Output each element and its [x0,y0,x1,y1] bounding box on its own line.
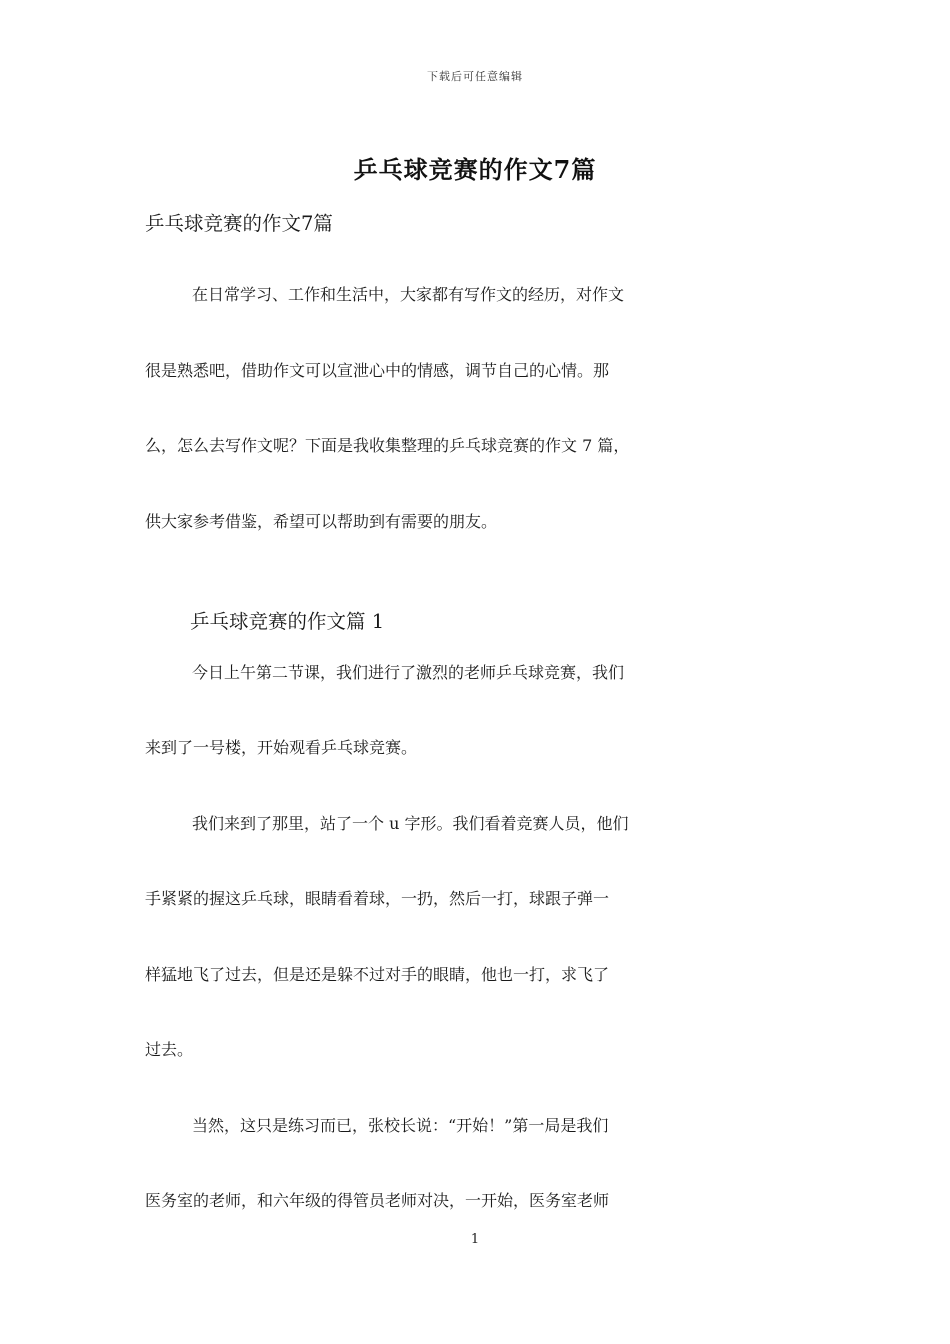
paragraph-line: 今日上午第二节课，我们进行了激烈的老师乒乓球竞赛，我们 [192,662,625,682]
paragraph-line: 过去。 [145,1040,194,1059]
body-paragraph [145,660,815,811]
body-paragraph [145,811,815,1113]
header-note: 下载后可任意编辑 [427,70,523,83]
intro-line: 么，怎么去写作文呢？下面是我收集整理的乒乓球竞赛的作文 7 篇， [145,436,630,455]
paragraph-line: 医务室的老师，和六年级的得管员老师对决，一开始，医务室老师 [145,1191,610,1210]
subtitle: 乒乓球竞赛的作文7篇 [145,212,333,235]
page-number: 1 [470,1232,480,1247]
intro-line: 在日常学习、工作和生活中，大家都有写作文的经历，对作文 [192,285,625,304]
paragraph-line: 样猛地飞了过去，但是还是躲不过对手的眼睛，他也一打，求飞了 [145,964,610,984]
paragraph-line: 来到了一号楼，开始观看乒乓球竞赛。 [145,738,418,757]
intro-line: 供大家参考借鉴，希望可以帮助到有需要的朋友。 [145,511,498,531]
paragraph-line: 我们来到了那里，站了一个 u 字形。我们看着竞赛人员，他们 [192,813,629,833]
document-title: 乒乓球竞赛的作文7篇 [353,155,597,184]
intro-line: 很是熟悉吧，借助作文可以宣泄心中的情感，调节自己的心情。那 [145,360,610,380]
intro-paragraph [145,282,815,584]
paragraph-line: 当然，这只是练习而已，张校长说：“开始！”第一局是我们 [192,1115,609,1135]
section-heading: 乒乓球竞赛的作文篇 1 [190,610,385,633]
paragraph-line: 手紧紧的握这乒乓球，眼睛看着球，一扔，然后一打，球跟子弹一 [145,889,610,908]
document-body [145,206,815,1264]
